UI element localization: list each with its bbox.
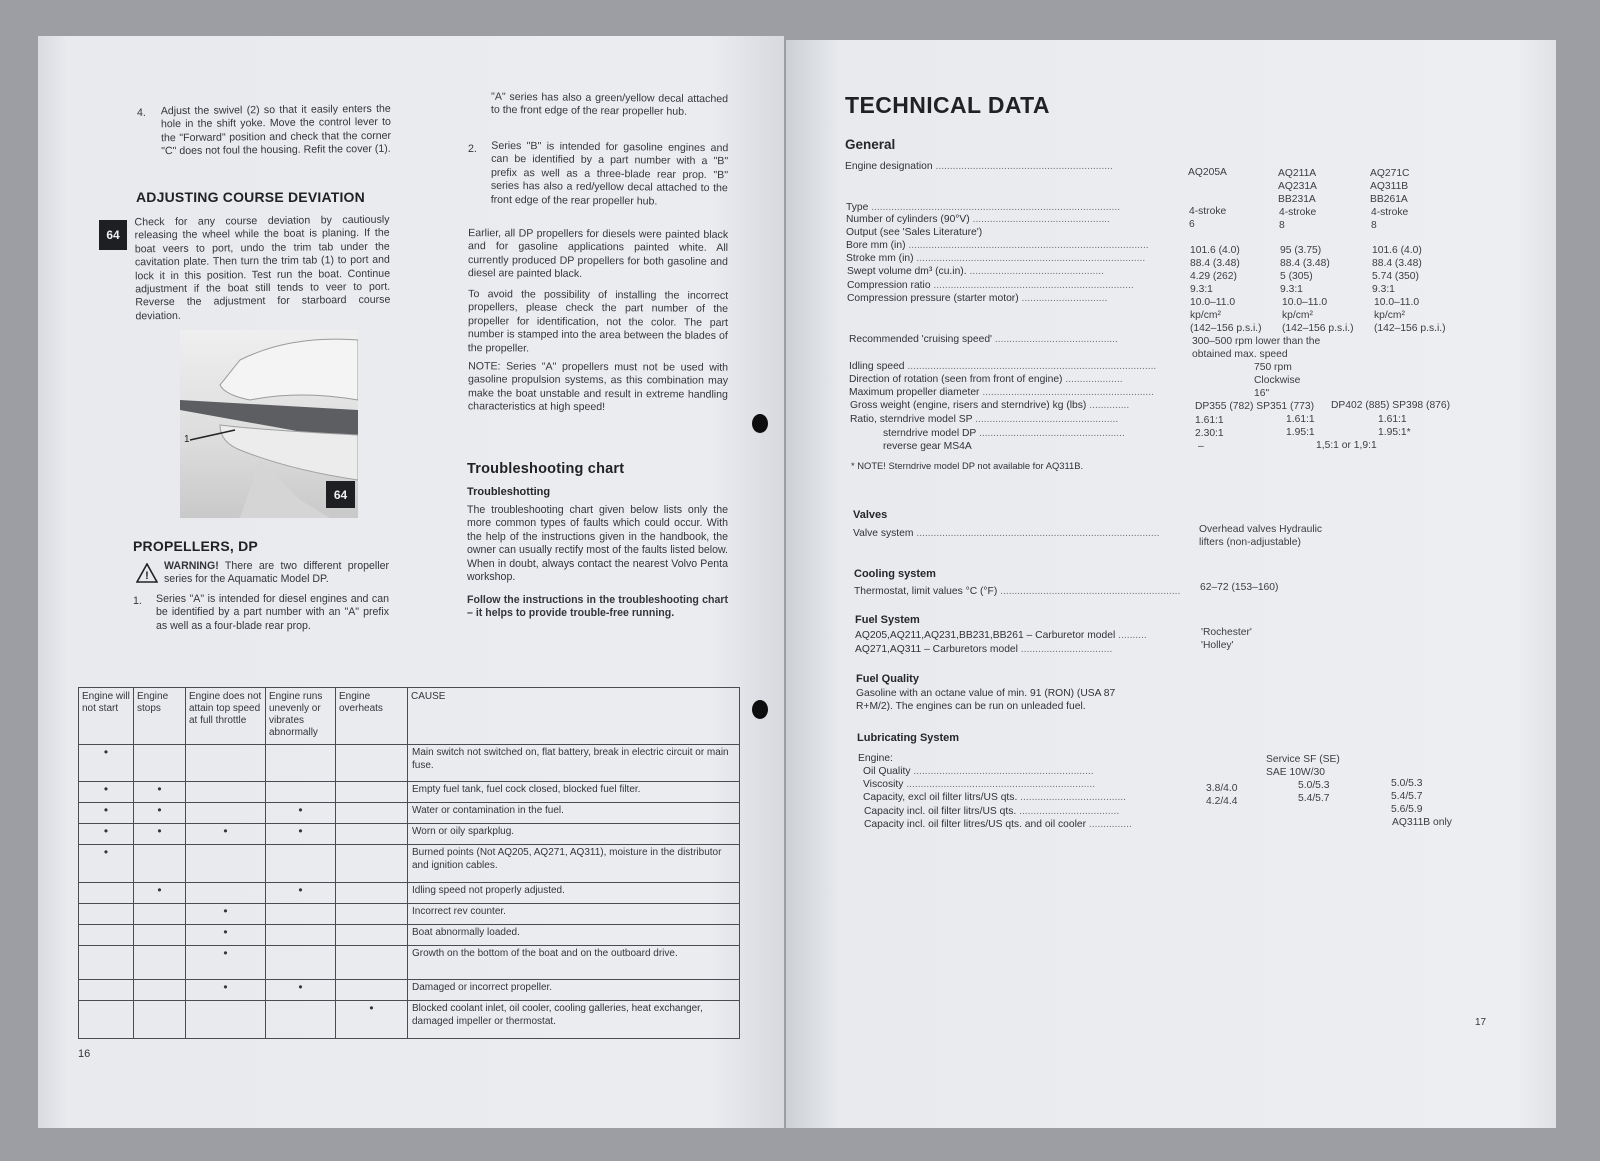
- symptom-mark: [186, 745, 266, 782]
- symptom-mark: [134, 1001, 186, 1039]
- swept-val-3: 5.74 (350): [1372, 271, 1419, 282]
- pressure-val-3: 10.0–11.0: [1374, 297, 1420, 308]
- adjusting-heading: ADJUSTING COURSE DEVIATION: [136, 189, 365, 205]
- symptom-mark: [79, 925, 134, 946]
- symptom-mark: •: [134, 803, 186, 824]
- cap-c3-3: 5.6/5.9: [1391, 804, 1423, 815]
- gross-val-2: DP402 (885) SP398 (876): [1331, 400, 1451, 411]
- symptom-mark: [266, 845, 336, 883]
- adjusting-text: Check for any course deviation by cautiously releasing the wheel while the boat is planing. If the boat veers to port, undo the trim tab under the cavitation plate. Then turn the trim tab (1) to port and lock it in this position. Test run the boat. Continue adjustment if the boat still tends to veer to port. Reverse the adjustment for starboard course deviation.: [134, 213, 391, 323]
- symptom-mark: [266, 904, 336, 925]
- cause-cell: Water or contamination in the fuel.: [408, 803, 740, 824]
- stroke-label: Stroke mm (in) ................................................................................: [846, 253, 1146, 264]
- pressure-psi-3: (142–156 p.s.i.): [1374, 323, 1446, 334]
- symptom-mark: [266, 1001, 336, 1039]
- symptom-mark: [266, 946, 336, 980]
- cap-c3-2: 5.4/5.7: [1391, 791, 1423, 802]
- lube-engine-label: Engine:: [858, 753, 893, 764]
- series-a-decal-text: "A" series has also a green/yellow decal attached to the front edge of the rear propeller hub.: [490, 90, 729, 119]
- carburetor-label-1: AQ205,AQ211,AQ231,BB231,BB261 – Carburetor model ..........: [855, 630, 1147, 641]
- symptom-mark: [134, 925, 186, 946]
- symptom-mark: [79, 883, 134, 904]
- ratio-sp-label: Ratio, sterndrive model SP ..................................................: [850, 414, 1119, 425]
- symptom-mark: [134, 904, 186, 925]
- callout-label: 1: [184, 434, 190, 445]
- cyl-val-3: 8: [1371, 220, 1377, 231]
- pressure-unit-2: kp/cm²: [1282, 310, 1313, 321]
- technical-data-title: TECHNICAL DATA: [845, 92, 1050, 118]
- symptom-mark: [186, 782, 266, 803]
- table-header-row: [79, 688, 740, 745]
- viscosity-label: Viscosity ..................................................................: [863, 779, 1096, 790]
- output-label: Output (see 'Sales Literature'): [846, 227, 983, 238]
- fuel-quality-text-1: Gasoline with an octane value of min. 91 (RON) (USA 87: [856, 688, 1116, 699]
- step-number: 4.: [137, 107, 146, 119]
- cap-c1-2: 4.2/4.4: [1206, 796, 1238, 807]
- model-col3b: AQ311B: [1370, 181, 1409, 192]
- symptom-mark: •: [186, 925, 266, 946]
- type-label: Type .......................................................................................: [846, 202, 1121, 213]
- bore-val-2: 95 (3.75): [1280, 245, 1322, 256]
- symptom-mark: •: [79, 824, 134, 845]
- lubricating-heading: Lubricating System: [857, 732, 960, 744]
- cause-cell: Empty fuel tank, fuel cock closed, blocked fuel filter.: [408, 782, 740, 803]
- table-row: [79, 745, 740, 782]
- warning-icon: [136, 563, 158, 588]
- model-col1: AQ205A: [1188, 167, 1227, 178]
- symptom-mark: [186, 845, 266, 883]
- punch-hole: [752, 414, 768, 433]
- symptom-mark: [336, 904, 408, 925]
- symptom-mark: [134, 980, 186, 1001]
- cylinders-label: Number of cylinders (90°V) ................................................: [846, 214, 1110, 225]
- pressure-val-1: 10.0–11.0: [1190, 297, 1236, 308]
- pressure-psi-2: (142–156 p.s.i.): [1282, 323, 1354, 334]
- troubleshooting-heading: Troubleshooting chart: [467, 461, 625, 477]
- viscosity-val: SAE 10W/30: [1266, 767, 1325, 778]
- page-number-right: 17: [1475, 1017, 1487, 1028]
- symptom-mark: [336, 782, 408, 803]
- symptom-mark: [134, 745, 186, 782]
- item2-number: 2.: [468, 143, 477, 155]
- compression-pressure-label: Compression pressure (starter motor) ..............................: [847, 293, 1108, 304]
- fuel-quality-heading: Fuel Quality: [856, 673, 919, 685]
- identification-text: To avoid the possibility of installing the incorrect propellers, please check the part number of the propeller for identification, not the color. The part number is stamped into the area between the blades of the propeller.: [467, 288, 729, 355]
- carburetor-label-2: AQ271,AQ311 – Carburetors model ................................: [855, 644, 1113, 655]
- cruising-val: 300–500 rpm lower than the: [1192, 336, 1321, 347]
- table-row: [79, 883, 740, 904]
- stroke-val-2: 88.4 (3.48): [1280, 258, 1330, 269]
- bore-val-1: 101.6 (4.0): [1190, 245, 1240, 256]
- cap-c2-1: 5.0/5.3: [1298, 780, 1330, 791]
- table-row: [79, 782, 740, 803]
- symptom-mark: •: [186, 980, 266, 1001]
- header-top-speed: Engine does not attain top speed at full throttle: [186, 688, 266, 745]
- pressure-unit-3: kp/cm²: [1374, 310, 1405, 321]
- cruising-val-2: obtained max. speed: [1192, 349, 1288, 360]
- cause-cell: Damaged or incorrect propeller.: [408, 980, 740, 1001]
- ratio-dp-val-2: 1.95:1: [1286, 427, 1315, 438]
- maxprop-val: 16": [1254, 388, 1270, 399]
- figure-badge: 64: [99, 220, 127, 250]
- symptom-mark: •: [134, 782, 186, 803]
- warning-body: There are two different propeller series for the Aquamatic Model DP.: [164, 560, 389, 586]
- ratio-sp-val-2: 1.61:1: [1286, 414, 1315, 425]
- pressure-val-2: 10.0–11.0: [1282, 297, 1328, 308]
- ratio-val-2: 9.3:1: [1280, 284, 1303, 295]
- warning-label: WARNING!: [164, 560, 219, 572]
- symptom-mark: [336, 946, 408, 980]
- symptom-mark: •: [336, 1001, 408, 1039]
- cooling-heading: Cooling system: [854, 568, 936, 580]
- symptom-mark: [336, 980, 408, 1001]
- fuel-quality-text-2: R+M/2). The engines can be run on unleaded fuel.: [856, 701, 1086, 712]
- oil-quality-label: Oil Quality ...............................................................: [863, 766, 1094, 777]
- symptom-mark: [134, 845, 186, 883]
- table-row: [79, 845, 740, 883]
- model-col3a: AQ271C: [1370, 168, 1410, 179]
- stroke-val-3: 88.4 (3.48): [1372, 258, 1422, 269]
- cause-cell: Burned points (Not AQ205, AQ271, AQ311), moisture in the distributor and ignition cables.: [408, 845, 740, 883]
- symptom-mark: •: [266, 824, 336, 845]
- symptom-mark: •: [266, 980, 336, 1001]
- table-row: [79, 904, 740, 925]
- cap-c1-1: 3.8/4.0: [1206, 783, 1238, 794]
- symptom-mark: [79, 904, 134, 925]
- item1-text: Series "A" is intended for diesel engines and can be identified by a part number with an "A" prefix as well as a four-blade rear prop.: [156, 593, 389, 632]
- svg-text:!: !: [145, 570, 149, 582]
- symptom-mark: [186, 1001, 266, 1039]
- troubleshooting-table: [78, 687, 740, 1039]
- table-row: [79, 803, 740, 824]
- type-val-3: 4-stroke: [1371, 207, 1409, 218]
- thermostat-label: Thermostat, limit values °C (°F) ...............................................................: [854, 586, 1181, 597]
- carburetor-val-1: 'Rochester': [1201, 627, 1252, 638]
- swept-val-1: 4.29 (262): [1190, 271, 1237, 282]
- ratio-dp-val-3: 1.95:1*: [1378, 427, 1411, 438]
- symptom-mark: [336, 925, 408, 946]
- table-row: [79, 925, 740, 946]
- symptom-mark: [79, 1001, 134, 1039]
- max-propeller-label: Maximum propeller diameter ............................................................: [849, 387, 1154, 398]
- reverse-gear-label: reverse gear MS4A: [883, 441, 972, 452]
- direction-val: Clockwise: [1254, 375, 1301, 386]
- valve-system-val: Overhead valves Hydraulic: [1199, 524, 1323, 535]
- fuel-system-heading: Fuel System: [855, 614, 920, 626]
- type-val-1: 4-stroke: [1189, 206, 1227, 217]
- idling-val: 750 rpm: [1254, 362, 1292, 373]
- cause-cell: Idling speed not properly adjusted.: [408, 883, 740, 904]
- reverse-val-2: 1,5:1 or 1,9:1: [1316, 440, 1377, 451]
- symptom-mark: •: [266, 883, 336, 904]
- symptom-mark: [266, 745, 336, 782]
- ratio-val-3: 9.3:1: [1372, 284, 1395, 295]
- symptom-mark: [266, 782, 336, 803]
- symptom-mark: •: [79, 803, 134, 824]
- cyl-val-1: 6: [1189, 219, 1195, 230]
- paint-text: Earlier, all DP propellers for diesels were painted black and for gasoline applications painted white. All currently produced DP propellers for both gasoline and diesel are painted black.: [467, 227, 729, 281]
- cause-cell: Growth on the bottom of the boat and on the outboard drive.: [408, 946, 740, 980]
- valve-system-label: Valve system .....................................................................................: [853, 528, 1160, 539]
- direction-label: Direction of rotation (seen from front of engine) ....................: [849, 374, 1123, 385]
- symptom-mark: [79, 946, 134, 980]
- punch-hole: [752, 700, 768, 719]
- ratio-val-1: 9.3:1: [1190, 284, 1213, 295]
- model-col2b: AQ231A: [1278, 181, 1317, 192]
- propellers-heading: PROPELLERS, DP: [133, 538, 258, 554]
- symptom-mark: •: [79, 845, 134, 883]
- compression-ratio-label: Compression ratio ......................................................................: [847, 280, 1134, 291]
- bore-label: Bore mm (in) ....................................................................................: [846, 240, 1149, 251]
- oil-quality-val: Service SF (SE): [1266, 754, 1340, 765]
- symptom-mark: •: [186, 904, 266, 925]
- capacity-cooler-label: Capacity incl. oil filter litres/US qts. and oil cooler ...............: [864, 819, 1132, 830]
- table-body: [79, 745, 740, 1039]
- cap-c2-2: 5.4/5.7: [1298, 793, 1330, 804]
- symptom-mark: •: [79, 745, 134, 782]
- page-number-left: 16: [78, 1048, 91, 1060]
- cause-cell: Blocked coolant inlet, oil cooler, cooling galleries, heat exchanger, damaged impeller or thermostat.: [408, 1001, 740, 1039]
- symptom-mark: [134, 946, 186, 980]
- symptom-mark: [336, 745, 408, 782]
- model-col3c: BB261A: [1370, 194, 1408, 205]
- header-runs-unevenly: Engine runs unevenly or vibrates abnormally: [266, 688, 336, 745]
- item2-text: Series "B" is intended for gasoline engines and can be identified by a part number with a "B" prefix as well as a three-blade rear prop. "B" series has also a red/yellow decal attached to the front edge of the rear propeller hub.: [490, 139, 729, 208]
- swept-volume-label: Swept volume dm³ (cu.in). ...............................................: [847, 266, 1104, 277]
- symptom-mark: •: [186, 946, 266, 980]
- symptom-mark: [336, 845, 408, 883]
- table-row: [79, 980, 740, 1001]
- gross-weight-label: Gross weight (engine, risers and sterndrive) kg (lbs) ..............: [850, 400, 1130, 411]
- carburetor-val-2: 'Holley': [1201, 640, 1234, 651]
- header-will-not-start: Engine will not start: [79, 688, 134, 745]
- type-val-2: 4-stroke: [1279, 207, 1317, 218]
- pressure-psi-1: (142–156 p.s.i.): [1190, 323, 1262, 334]
- ratio-dp-label: sterndrive model DP ...................................................: [883, 428, 1125, 439]
- gross-val-1: DP355 (782) SP351 (773): [1195, 401, 1315, 412]
- symptom-mark: •: [134, 883, 186, 904]
- engine-designation-label: Engine designation ..............................................................: [845, 161, 1113, 172]
- pressure-unit-1: kp/cm²: [1190, 310, 1221, 321]
- cause-cell: Boat abnormally loaded.: [408, 925, 740, 946]
- general-heading: General: [845, 137, 896, 152]
- cap-c3-4: AQ311B only: [1392, 817, 1452, 828]
- symptom-mark: •: [186, 824, 266, 845]
- symptom-mark: [186, 883, 266, 904]
- header-cause: CAUSE: [408, 688, 740, 745]
- symptom-mark: [336, 883, 408, 904]
- cruising-label: Recommended 'cruising speed' ...........................................: [849, 334, 1118, 345]
- ratio-sp-val-3: 1.61:1: [1378, 414, 1407, 425]
- idling-label: Idling speed .......................................................................................: [849, 361, 1157, 372]
- bore-val-3: 101.6 (4.0): [1372, 245, 1422, 256]
- dp-note: * NOTE! Sterndrive model DP not available for AQ311B.: [851, 460, 1084, 471]
- valve-system-val-2: lifters (non-adjustable): [1199, 537, 1301, 548]
- stroke-val-1: 88.4 (3.48): [1190, 258, 1240, 269]
- cause-cell: Main switch not switched on, flat battery, break in electric circuit or main fuse.: [408, 745, 740, 782]
- valves-heading: Valves: [853, 509, 888, 521]
- symptom-mark: [266, 925, 336, 946]
- step-text: Adjust the swivel (2) so that it easily enters the hole in the shift yoke. Move the control lever to the "Forward" position and check that the corner "C" does not foul the housing. Refit the cover (1).: [160, 102, 392, 158]
- model-col2a: AQ211A: [1278, 168, 1317, 179]
- swept-val-2: 5 (305): [1280, 271, 1313, 282]
- cause-cell: Incorrect rev counter.: [408, 904, 740, 925]
- symptom-mark: [336, 824, 408, 845]
- ratio-sp-val-1: 1.61:1: [1195, 415, 1224, 426]
- troubleshooting-subheading: Troubleshotting: [467, 486, 551, 498]
- figure-number: 64: [326, 481, 355, 508]
- item1-number: 1.: [133, 595, 142, 607]
- table-row: [79, 824, 740, 845]
- model-col2c: BB231A: [1278, 194, 1316, 205]
- warning-text: [164, 560, 389, 587]
- symptom-mark: [186, 803, 266, 824]
- table-row: [79, 946, 740, 980]
- capacity-excl-label: Capacity, excl oil filter litrs/US qts. .....................................: [863, 792, 1127, 803]
- troubleshooting-instruction: Follow the instructions in the troubleshooting chart – it helps to provide trouble-free running.: [467, 594, 728, 620]
- thermostat-val: 62–72 (153–160): [1200, 582, 1279, 593]
- reverse-val-1: –: [1198, 441, 1204, 452]
- symptom-mark: [336, 803, 408, 824]
- header-stops: Engine stops: [134, 688, 186, 745]
- capacity-incl-label: Capacity incl. oil filter litrs/US qts. ...................................: [864, 806, 1120, 817]
- cause-cell: Worn or oily sparkplug.: [408, 824, 740, 845]
- table-row: [79, 1001, 740, 1039]
- symptom-mark: •: [79, 782, 134, 803]
- header-overheats: Engine overheats: [336, 688, 408, 745]
- symptom-mark: [79, 980, 134, 1001]
- troubleshooting-text: The troubleshooting chart given below lists only the more common types of faults which could occur. With the help of the instructions given in the handbook, the owner can usually rectify most of the faults listed below. When in doubt, always contact the nearest Volvo Penta workshop.: [467, 504, 728, 584]
- cap-c3-1: 5.0/5.3: [1391, 778, 1423, 789]
- symptom-mark: •: [134, 824, 186, 845]
- ratio-dp-val-1: 2.30:1: [1195, 428, 1224, 439]
- note-text: NOTE: Series "A" propellers must not be used with gasoline propulsion systems, as this combination may make the boat unstable and result in extreme handling characteristics at high speed!: [467, 360, 729, 414]
- cyl-val-2: 8: [1279, 220, 1285, 231]
- symptom-mark: •: [266, 803, 336, 824]
